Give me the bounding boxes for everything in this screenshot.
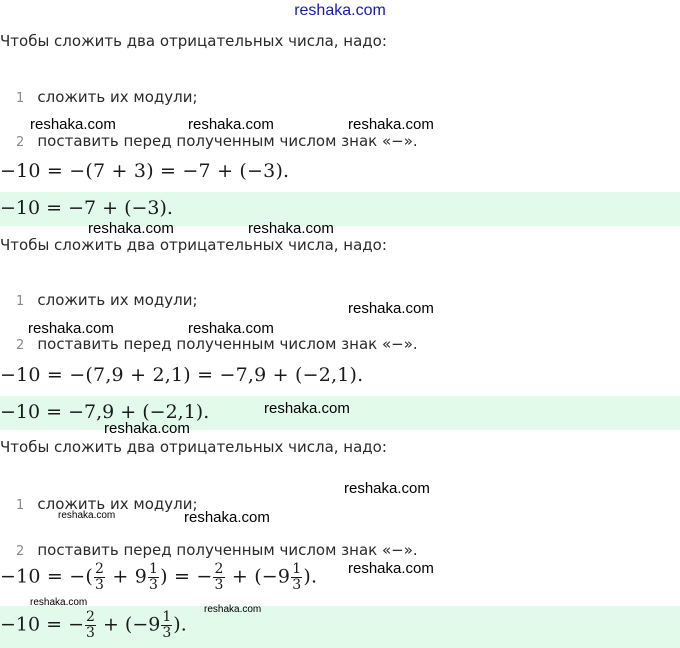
watermark: reshaka.com: [88, 220, 174, 237]
step-2: [16, 540, 418, 559]
step-1: [16, 87, 198, 106]
watermark-small: reshaka.com: [204, 604, 262, 615]
denominator: 3: [292, 577, 302, 593]
answer: −10 = −7 + (−3).: [0, 197, 173, 219]
eq-plus: + 9: [106, 565, 148, 588]
watermark: reshaka.com: [348, 560, 434, 577]
ans-mid: + (−9: [96, 613, 161, 636]
fraction: [85, 610, 96, 641]
intro-text: Чтобы сложить два отрицательных числа, надо:: [0, 438, 387, 456]
fraction: [148, 562, 159, 593]
numerator: 2: [86, 609, 95, 625]
watermark: reshaka.com: [30, 116, 116, 133]
step-text: поставить перед полученным числом знак «−».: [37, 132, 418, 150]
denominator: 3: [214, 577, 224, 593]
watermark: reshaka.com: [264, 400, 350, 417]
fraction: [291, 562, 302, 593]
intro-text: Чтобы сложить два отрицательных числа, надо:: [0, 32, 387, 50]
numerator: 2: [214, 561, 224, 577]
ans-lhs: −10 = −: [0, 613, 85, 636]
step-text: сложить их модули;: [37, 291, 198, 309]
watermark: reshaka.com: [248, 220, 334, 237]
step-2: [16, 131, 418, 150]
watermark-small: reshaka.com: [30, 597, 88, 608]
answer-box: [0, 606, 680, 648]
step-1: [16, 290, 198, 309]
watermark: reshaka.com: [348, 116, 434, 133]
watermark: reshaka.com: [188, 116, 274, 133]
denominator: 3: [86, 625, 95, 641]
step-number: 1: [16, 498, 25, 513]
fraction: [161, 610, 172, 641]
step-number: 1: [16, 91, 25, 106]
numerator: 2: [95, 561, 105, 577]
watermark: reshaka.com: [184, 509, 270, 526]
equation: −10 = −(7,9 + 2,1) = −7,9 + (−2,1).: [0, 364, 364, 386]
numerator: 1: [149, 561, 159, 577]
ans-end: ).: [173, 613, 187, 636]
step-text: сложить их модули;: [37, 495, 198, 513]
answer: −10 = −7,9 + (−2,1).: [0, 401, 210, 423]
watermark: reshaka.com: [348, 300, 434, 317]
eq-lhs: −10 = −(: [0, 565, 94, 588]
watermark-small: reshaka.com: [58, 510, 116, 521]
watermark: reshaka.com: [344, 480, 430, 497]
watermark: reshaka.com: [104, 420, 190, 437]
numerator: 1: [292, 561, 302, 577]
step-number: 2: [16, 338, 25, 353]
fraction: [94, 562, 105, 593]
answer-fractions: [0, 606, 680, 641]
step-number: 1: [16, 294, 25, 309]
numerator: 1: [162, 609, 172, 625]
step-number: 2: [16, 135, 25, 150]
fraction: [213, 562, 224, 593]
site-title[interactable]: reshaka.com: [294, 2, 386, 19]
step-number: 2: [16, 544, 25, 559]
denominator: 3: [162, 625, 172, 641]
step-text: поставить перед полученным числом знак «−».: [37, 335, 418, 353]
eq-mid: ) = −: [160, 565, 213, 588]
step-text: поставить перед полученным числом знак «−».: [37, 541, 418, 559]
denominator: 3: [149, 577, 159, 593]
watermark: reshaka.com: [188, 320, 274, 337]
step-text: сложить их модули;: [37, 88, 198, 106]
denominator: 3: [95, 577, 105, 593]
eq-mid2: + (−9: [225, 565, 291, 588]
equation-fractions: [0, 562, 317, 593]
equation: −10 = −(7 + 3) = −7 + (−3).: [0, 160, 290, 182]
watermark: reshaka.com: [28, 320, 114, 337]
eq-end: ).: [303, 565, 318, 588]
intro-text: Чтобы сложить два отрицательных числа, надо:: [0, 236, 387, 254]
